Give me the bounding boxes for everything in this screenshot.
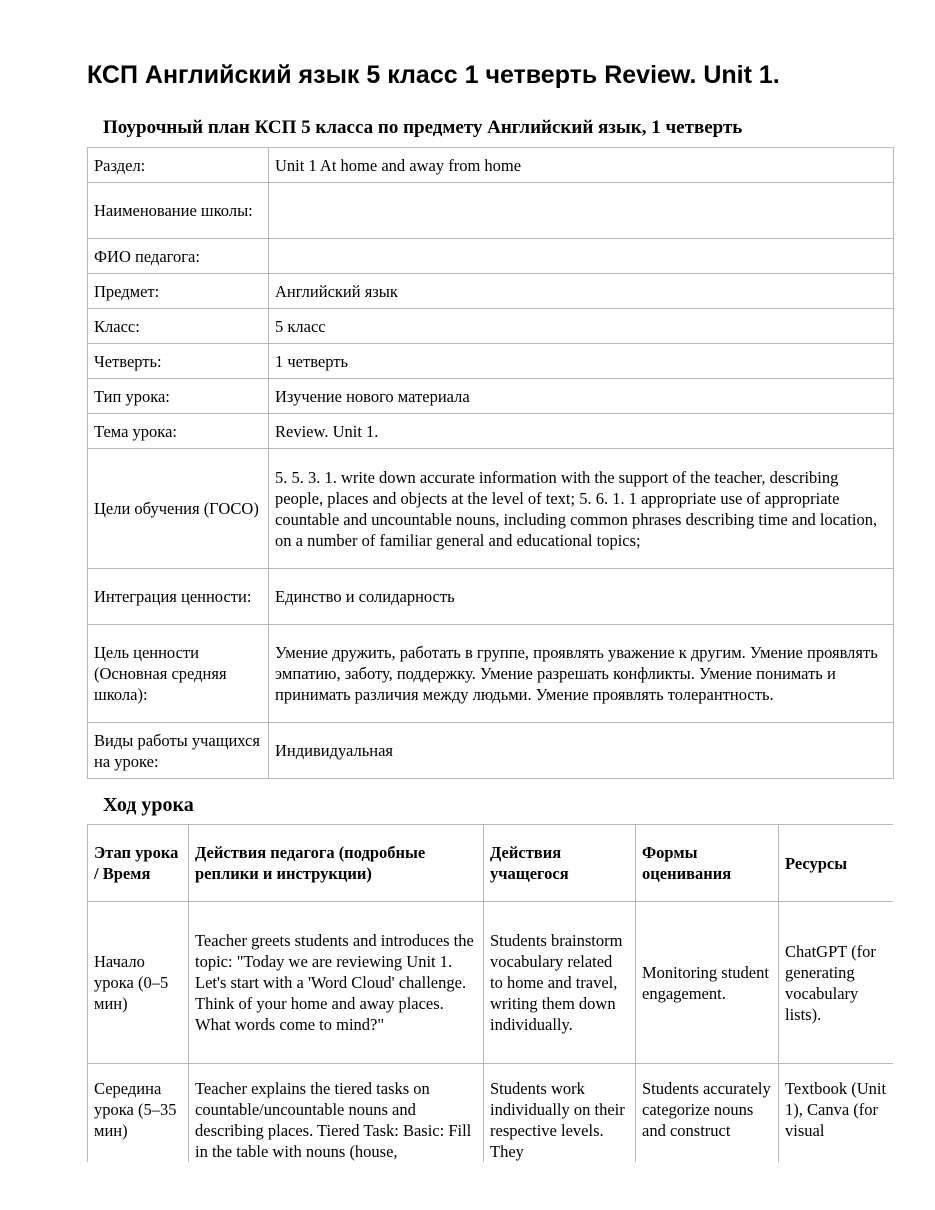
- info-label: Класс:: [88, 309, 269, 344]
- info-row-section: [88, 148, 894, 183]
- info-value: 1 четверть: [269, 344, 894, 379]
- lesson-row-middle: [88, 1064, 894, 1163]
- info-label: Тип урока:: [88, 379, 269, 414]
- assessment-cell: Monitoring student engagement.: [636, 902, 779, 1064]
- info-row-lesson-type: [88, 379, 894, 414]
- resources-cell: ChatGPT (for generating vocabulary lists).: [779, 902, 894, 1064]
- info-label: Виды работы учащихся на уроке:: [88, 723, 269, 779]
- teacher-actions-cell: Teacher greets students and introduces the topic: "Today we are reviewing Unit 1. Let's start with a 'Word Cloud' challenge. Think of your home and away places. What words come to mind?": [189, 902, 484, 1064]
- info-row-teacher: [88, 239, 894, 274]
- info-label: ФИО педагога:: [88, 239, 269, 274]
- info-row-school: [88, 183, 894, 239]
- document-subtitle: Поурочный план КСП 5 класса по предмету Английский язык, 1 четверть: [103, 117, 743, 138]
- info-row-work-types: [88, 723, 894, 779]
- lesson-row-start: [88, 902, 894, 1064]
- info-value: 5. 5. 3. 1. write down accurate information with the support of the teacher, describing people, places and objects at the level of text; 5. 6. 1. 1 appropriate use of appropriate countable and uncountable nouns, including common phrases describing time and location, on a number of familiar general and educational topics;: [269, 449, 894, 569]
- assessment-cell: Students accurately categorize nouns and construct: [636, 1064, 779, 1163]
- document-title: КСП Английский язык 5 класс 1 четверть Review. Unit 1.: [87, 61, 780, 89]
- lesson-header-row: [88, 825, 894, 902]
- info-row-value-goal: [88, 625, 894, 723]
- info-value: Умение дружить, работать в группе, проявлять уважение к другим. Умение проявлять эмпатию, заботу, поддержку. Умение разрешать конфликты. Умение понимать и принимать различия между людьми. Умение проявлять толерантность.: [269, 625, 894, 723]
- stage-cell: Начало урока (0–5 мин): [88, 902, 189, 1064]
- info-value: Review. Unit 1.: [269, 414, 894, 449]
- column-header-resources: Ресурсы: [779, 825, 894, 902]
- column-header-student-actions: Действия учащегося: [484, 825, 636, 902]
- info-row-grade: [88, 309, 894, 344]
- column-header-teacher-actions: Действия педагога (подробные реплики и инструкции): [189, 825, 484, 902]
- info-label: Цель ценности (Основная средняя школа):: [88, 625, 269, 723]
- info-value: Индивидуальная: [269, 723, 894, 779]
- info-value: Английский язык: [269, 274, 894, 309]
- column-header-stage: Этап урока / Время: [88, 825, 189, 902]
- teacher-actions-cell: Teacher explains the tiered tasks on countable/uncountable nouns and describing places. Tiered Task: Basic: Fill in the table with nouns (house,: [189, 1064, 484, 1163]
- info-label: Цели обучения (ГОСО): [88, 449, 269, 569]
- info-row-lesson-topic: [88, 414, 894, 449]
- resources-cell: Textbook (Unit 1), Canva (for visual: [779, 1064, 894, 1163]
- info-label: Четверть:: [88, 344, 269, 379]
- info-row-subject: [88, 274, 894, 309]
- info-row-value-integration: [88, 569, 894, 625]
- stage-cell: Середина урока (5–35 мин): [88, 1064, 189, 1163]
- info-value: [269, 239, 894, 274]
- lesson-progress-heading: Ход урока: [103, 794, 194, 816]
- lesson-table-viewport: [87, 824, 893, 1162]
- info-label: Интеграция ценности:: [88, 569, 269, 625]
- info-value: 5 класс: [269, 309, 894, 344]
- info-value: [269, 183, 894, 239]
- column-header-assessment: Формы оценивания: [636, 825, 779, 902]
- info-value: Единство и солидарность: [269, 569, 894, 625]
- info-row-quarter: [88, 344, 894, 379]
- lesson-progress-table: [87, 824, 893, 1162]
- info-value: Изучение нового материала: [269, 379, 894, 414]
- info-label: Раздел:: [88, 148, 269, 183]
- student-actions-cell: Students work individually on their respective levels. They: [484, 1064, 636, 1163]
- lesson-info-table: [87, 147, 894, 779]
- info-value: Unit 1 At home and away from home: [269, 148, 894, 183]
- info-label: Предмет:: [88, 274, 269, 309]
- info-row-learning-objectives: [88, 449, 894, 569]
- student-actions-cell: Students brainstorm vocabulary related to home and travel, writing them down individually.: [484, 902, 636, 1064]
- info-label: Тема урока:: [88, 414, 269, 449]
- info-label: Наименование школы:: [88, 183, 269, 239]
